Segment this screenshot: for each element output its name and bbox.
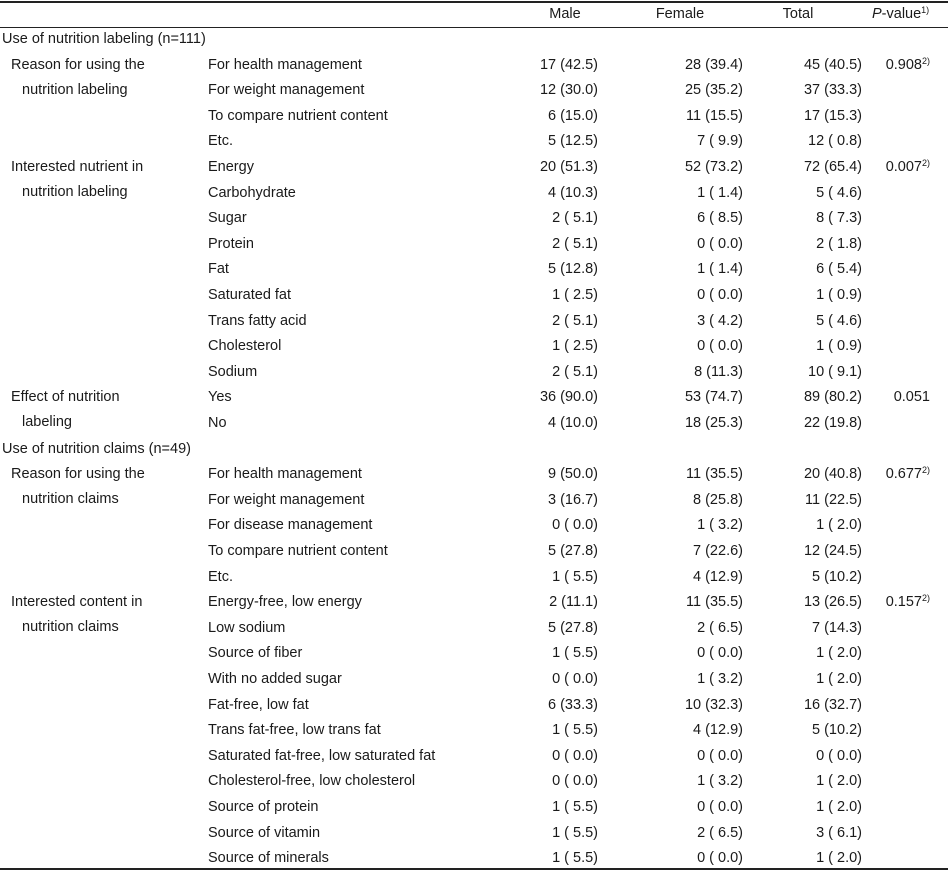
cell-female: 4 (12.9) <box>693 568 743 585</box>
row-item: Saturated fat-free, low saturated fat <box>208 747 436 764</box>
cell-male: 2 ( 5.1) <box>552 235 598 252</box>
header-female: Female <box>655 6 705 22</box>
section-title: Use of nutrition labeling (n=111) <box>2 31 206 47</box>
cell-total: 1 ( 2.0) <box>816 773 862 790</box>
cell-female: 52 (73.2) <box>684 159 743 175</box>
cell-total: 5 ( 4.6) <box>816 184 862 201</box>
row-item: Source of vitamin <box>208 824 321 841</box>
row-item: Low sodium <box>208 619 286 636</box>
bottom-rule <box>0 868 948 870</box>
cell-female: 0 ( 0.0) <box>697 799 743 815</box>
cell-female: 0 ( 0.0) <box>697 747 743 764</box>
header-p-suffix: -value <box>881 6 922 22</box>
row-item: For health management <box>208 56 362 73</box>
cell-male: 5 (12.8) <box>548 261 598 278</box>
cell-male: 2 ( 5.1) <box>552 312 598 329</box>
cell-male: 5 (12.5) <box>548 133 598 150</box>
cell-female: 28 (39.4) <box>684 56 743 73</box>
p-value-footnote: 2) <box>921 465 930 476</box>
cell-total: 45 (40.5) <box>803 56 862 73</box>
cell-female: 8 (25.8) <box>693 491 743 508</box>
category-label-line: Reason for using the <box>11 466 145 483</box>
cell-male: 2 ( 5.1) <box>552 210 598 227</box>
cell-total: 0 ( 0.0) <box>816 747 862 764</box>
row-item: No <box>208 415 227 431</box>
row-item: Fat <box>208 261 229 278</box>
cell-female: 11 (35.5) <box>686 466 743 483</box>
cell-male: 1 ( 5.5) <box>552 722 598 739</box>
top-rule <box>0 1 948 3</box>
p-value-number: 0.051 <box>893 389 930 406</box>
cell-total: 1 ( 0.9) <box>816 287 862 303</box>
row-item: Carbohydrate <box>208 184 296 201</box>
cell-total: 5 (10.2) <box>812 722 862 739</box>
row-item: Saturated fat <box>208 287 292 303</box>
cell-female: 7 ( 9.9) <box>697 133 743 150</box>
category-label <box>11 593 142 636</box>
cell-female: 2 ( 6.5) <box>697 619 743 636</box>
cell-female: 1 ( 1.4) <box>697 261 743 278</box>
category-label-line: nutrition claims <box>22 619 119 636</box>
cell-male: 4 (10.3) <box>548 184 598 201</box>
cell-female: 0 ( 0.0) <box>697 850 743 867</box>
cell-male: 6 (33.3) <box>548 696 598 713</box>
cell-total: 13 (26.5) <box>803 594 862 611</box>
p-value-footnote: 2) <box>921 55 930 66</box>
cell-total: 12 (24.5) <box>803 543 862 559</box>
cell-male: 9 (50.0) <box>548 466 598 483</box>
category-label-line: nutrition claims <box>22 491 119 508</box>
cell-total: 5 (10.2) <box>812 568 862 585</box>
cell-female: 3 ( 4.2) <box>697 312 743 329</box>
row-item: For weight management <box>208 491 365 508</box>
p-value-footnote: 2) <box>921 158 930 168</box>
cell-total: 16 (32.7) <box>803 696 862 713</box>
row-item: For weight management <box>208 82 365 99</box>
row-item: Etc. <box>208 133 233 150</box>
cell-total: 3 ( 6.1) <box>816 824 862 841</box>
cell-total: 1 ( 2.0) <box>816 645 862 662</box>
p-value <box>862 465 930 483</box>
cell-male: 1 ( 5.5) <box>552 645 598 662</box>
cell-total: 72 (65.4) <box>803 159 862 175</box>
p-value-number: 0.007 <box>885 159 922 175</box>
cell-female: 2 ( 6.5) <box>697 824 743 841</box>
cell-male: 0 ( 0.0) <box>552 517 598 534</box>
cell-total: 1 ( 0.9) <box>816 338 862 355</box>
row-item: Cholesterol-free, low cholesterol <box>208 773 416 790</box>
cell-male: 1 ( 5.5) <box>552 799 598 815</box>
p-value <box>862 158 930 176</box>
cell-total: 37 (33.3) <box>803 82 862 99</box>
row-item: Fat-free, low fat <box>208 696 309 713</box>
cell-male: 0 ( 0.0) <box>552 747 598 764</box>
p-value-number: 0.157 <box>885 594 922 611</box>
header-male: Male <box>549 6 581 22</box>
p-value-number: 0.677 <box>885 466 922 483</box>
cell-male: 0 ( 0.0) <box>552 773 598 790</box>
row-item: To compare nutrient content <box>208 107 388 124</box>
category-label-line: labeling <box>22 414 72 431</box>
header-p-footnote: 1) <box>921 5 930 15</box>
cell-female: 0 ( 0.0) <box>697 235 743 252</box>
row-item: Cholesterol <box>208 338 282 355</box>
cell-total: 10 ( 9.1) <box>808 363 862 380</box>
row-item: Etc. <box>208 568 233 585</box>
p-value <box>862 388 930 406</box>
cell-male: 1 ( 5.5) <box>552 824 598 841</box>
cell-total: 20 (40.8) <box>803 466 862 483</box>
section-title: Use of nutrition claims (n=49) <box>2 440 191 457</box>
cell-total: 1 ( 2.0) <box>816 671 862 687</box>
cell-total: 17 (15.3) <box>803 107 862 124</box>
cell-female: 0 ( 0.0) <box>697 287 743 303</box>
header-p-value <box>872 5 929 23</box>
cell-male: 0 ( 0.0) <box>552 671 598 687</box>
cell-female: 1 ( 3.2) <box>697 671 743 687</box>
cell-female: 1 ( 1.4) <box>697 184 743 201</box>
row-item: Sodium <box>208 363 258 380</box>
cell-female: 0 ( 0.0) <box>697 338 743 355</box>
cell-female: 25 (35.2) <box>684 82 743 99</box>
category-label-line: Effect of nutrition <box>11 389 120 406</box>
cell-female: 7 (22.6) <box>693 543 743 559</box>
cell-total: 2 ( 1.8) <box>816 235 862 252</box>
category-label-line: nutrition labeling <box>22 184 128 200</box>
header-p-letter: P <box>872 6 882 22</box>
category-label <box>11 56 145 99</box>
cell-female: 18 (25.3) <box>684 415 743 431</box>
cell-female: 6 ( 8.5) <box>697 210 743 227</box>
cell-male: 2 ( 5.1) <box>552 363 598 380</box>
row-item: Trans fat-free, low trans fat <box>208 722 381 739</box>
cell-total: 12 ( 0.8) <box>808 133 862 150</box>
row-item: Trans fatty acid <box>208 312 307 329</box>
cell-female: 11 (15.5) <box>686 107 743 124</box>
cell-female: 53 (74.7) <box>684 389 743 406</box>
cell-male: 1 ( 5.5) <box>552 568 598 585</box>
cell-male: 36 (90.0) <box>539 389 598 406</box>
row-item: Protein <box>208 235 254 252</box>
cell-male: 17 (42.5) <box>539 56 598 73</box>
category-label-line: Interested nutrient in <box>11 159 144 175</box>
p-value <box>862 593 930 611</box>
cell-male: 20 (51.3) <box>539 159 598 175</box>
cell-female: 0 ( 0.0) <box>697 645 743 662</box>
header-rule <box>0 27 948 28</box>
row-item: To compare nutrient content <box>208 543 388 559</box>
cell-total: 6 ( 5.4) <box>816 261 862 278</box>
cell-female: 8 (11.3) <box>694 363 743 380</box>
cell-male: 5 (27.8) <box>548 543 598 559</box>
header-total: Total <box>782 6 814 22</box>
category-label-line: nutrition labeling <box>22 81 128 98</box>
category-label <box>11 158 143 201</box>
cell-total: 11 (22.5) <box>805 491 862 508</box>
category-label <box>11 388 120 431</box>
row-item: For health management <box>208 466 362 483</box>
cell-total: 1 ( 2.0) <box>816 850 862 867</box>
row-item: Yes <box>208 389 232 406</box>
row-item: Source of protein <box>208 799 319 815</box>
cell-female: 1 ( 3.2) <box>697 517 743 534</box>
cell-female: 1 ( 3.2) <box>697 773 743 790</box>
cell-male: 2 (11.1) <box>549 594 598 611</box>
cell-total: 8 ( 7.3) <box>816 210 862 227</box>
cell-male: 5 (27.8) <box>548 619 598 636</box>
cell-female: 4 (12.9) <box>693 722 743 739</box>
category-label-line: Interested content in <box>11 594 143 611</box>
cell-total: 5 ( 4.6) <box>816 312 862 329</box>
row-item: With no added sugar <box>208 671 342 687</box>
p-value-number: 0.908 <box>885 56 922 73</box>
row-item: For disease management <box>208 517 373 534</box>
row-item: Source of fiber <box>208 645 303 662</box>
cell-male: 12 (30.0) <box>539 82 598 99</box>
cell-male: 1 ( 2.5) <box>552 338 598 355</box>
cell-total: 1 ( 2.0) <box>816 517 862 534</box>
cell-male: 1 ( 5.5) <box>552 850 598 867</box>
row-item: Energy-free, low energy <box>208 594 362 611</box>
cell-male: 4 (10.0) <box>548 415 598 431</box>
cell-total: 1 ( 2.0) <box>816 799 862 815</box>
cell-male: 6 (15.0) <box>548 107 598 124</box>
row-item: Energy <box>208 159 254 175</box>
row-item: Source of minerals <box>208 850 329 867</box>
cell-female: 11 (35.5) <box>686 594 743 611</box>
cell-total: 22 (19.8) <box>803 415 862 431</box>
p-value-footnote: 2) <box>921 593 930 604</box>
cell-total: 7 (14.3) <box>812 619 862 636</box>
cell-male: 1 ( 2.5) <box>552 287 598 303</box>
cell-female: 10 (32.3) <box>684 696 743 713</box>
row-item: Sugar <box>208 210 247 227</box>
cell-male: 3 (16.7) <box>548 491 598 508</box>
category-label <box>11 465 145 508</box>
p-value <box>862 56 930 74</box>
cell-total: 89 (80.2) <box>803 389 862 406</box>
category-label-line: Reason for using the <box>11 56 145 73</box>
